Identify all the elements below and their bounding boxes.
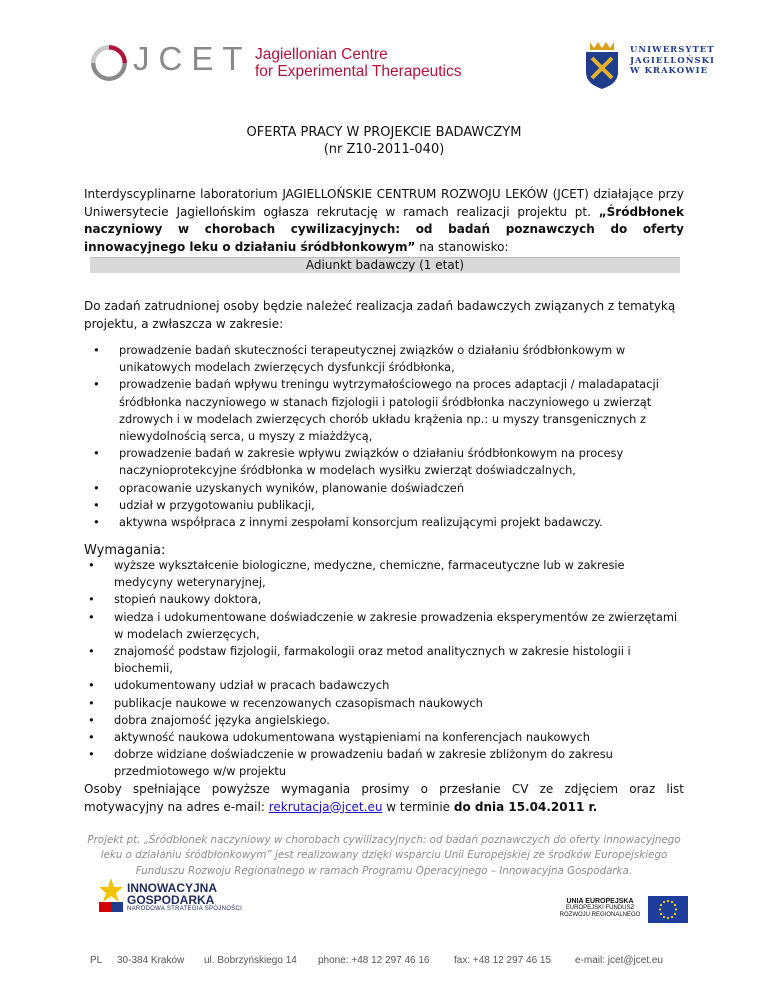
requirements-list [88,557,684,781]
application-paragraph [84,781,684,816]
list-item: • dobra znajomość języka angielskiego. [88,712,330,727]
contact-fax: fax: +48 12 297 46 15 [454,955,552,966]
duty-text: prowadzenie badań w zakresie wpływu związków o działaniu śródbłonkowym na procesy naczynioprotekcyjne śródbłonka w modelach wysiłku zwierząt doświadczalnych, [119,446,624,478]
intro-suffix: na stanowisko: [415,239,509,254]
offer-title: OFERTA PRACY W PROJEKCIE BADAWCZYM [246,125,522,140]
requirement-text: aktywność naukowa udokumentowana wystąpieniami na konferencjach naukowych [114,730,590,745]
intro-paragraph [84,186,684,256]
list-item: • udział w przygotowaniu publikacji, [93,497,315,512]
duty-text: prowadzenie badań wpływu treningu wytrzymałościowego na proces adaptacji / maladapatacji śródbłonka naczyniowego w stanach fizjologii i patologii śródbłonka naczyniowego u zwierząt zdrowych i w modelach zwierzęcych chorób układu krążenia np.: u myszy transgenicznych z niewydolnością serca, u myszy z miażdżycą, [119,377,659,444]
requirement-text: wyższe wykształcenie biologiczne, medyczne, chemiczne, farmaceutyczne lub w zakresie medycyny weterynaryjnej, [114,558,625,590]
apply-text: Osoby spełniające powyższe wymagania prosimy o przesłanie CV ze zdjęciem oraz list motywacyjny na adres e-mail: [84,782,684,814]
eu-text [555,898,645,919]
requirements-heading: Wymagania: [84,543,166,558]
requirement-text: wiedza i udokumentowane doświadczenie w zakresie prowadzenia eksperymentów ze zwierzętami w modelach zwierzęcych, [114,609,678,641]
list-item: • wyższe wykształcenie biologiczne, medyczne, chemiczne, farmaceutyczne lub w zakresie medycyny weterynaryjnej, [88,558,625,590]
duty-text: aktywna współpraca z innymi zespołami konsorcjum realizującymi projekt badawczy. [119,515,603,530]
intro-text: Interdyscyplinarne laboratorium JAGIELLOŃSKIE CENTRUM ROZWOJU LEKÓW (JCET) działające przy Uniwersytecie Jagiellońskim ogłasza rekrutację w ramach realizacji projektu pt. [84,187,684,219]
duty-text: udział w przygotowaniu publikacji, [119,497,315,512]
duties-list [93,342,679,531]
ue-line2: EUROPEJSKI FUNDUSZ [565,905,635,911]
ig-line2: GOSPODARKA [127,893,215,907]
jcet-subtitle-line2: for Experimental Therapeutics [255,63,462,80]
requirement-text: stopień naukowy doktora, [114,592,262,607]
position-bar [90,257,680,273]
list-item: • prowadzenie badań skuteczności terapeutycznej związków o działaniu śródbłonkowym w unikatowych modelach zwierzęcych dysfunkcji śródbłonka, [93,343,626,375]
list-item: • prowadzenie badań wpływu treningu wytrzymałościowego na proces adaptacji / maladapatacji śródbłonka naczyniowego w stanach fizjologii i patologii śródbłonka naczyniowego u zwierząt zdrowych i w modelach zwierzęcych chorób układu krążenia np.: u myszy transgenicznych z niewydolnością serca, u myszy z miażdżycą, [93,377,659,444]
uj-name-line1: UNIWERSYTET [630,45,715,55]
innowacyjna-gospodarka-text [127,882,242,912]
list-item: • udokumentowany udział w pracach badawczych [88,678,390,693]
deadline: do dnia 15.04.2011 r. [453,799,598,814]
innowacyjna-gospodarka-logo-icon [97,878,125,912]
list-item: • prowadzenie badań w zakresie wpływu związków o działaniu śródbłonkowym na procesy naczynioprotekcyjne śródbłonka w modelach wysiłku zwierząt doświadczalnych, [93,446,624,478]
jcet-logo-mark [88,42,130,84]
position-title: Adiunkt badawczy (1 etat) [305,258,465,272]
eu-flag-icon [648,896,688,923]
duty-text: prowadzenie badań skuteczności terapeutycznej związków o działaniu śródbłonkowym w unikatowych modelach zwierzęcych dysfunkcji śródbłonka, [119,343,626,375]
requirement-text: udokumentowany udział w pracach badawczych [114,678,390,693]
ig-line1: INNOWACYJNA [127,881,218,895]
list-item: • wiedza i udokumentowane doświadczenie w zakresie prowadzenia eksperymentów ze zwierzętami w modelach zwierzęcych, [88,609,678,641]
offer-number: (nr Z10-2011-040) [323,142,445,157]
list-item: • aktywna współpraca z innymi zespołami konsorcjum realizującymi projekt badawczy. [93,515,603,530]
funding-note: Projekt pt. „Śródbłonek naczyniowy w chorobach cywilizacyjnych: od badań poznawczych do oferty innowacyjnego leku o działaniu śródbłonkowym” jest realizowany dzięki wsparciu Unii Europejskiej ze środków Europejskiego Funduszu Rozwoju Regionalnego w ramach Programu Operacyjnego – Innowacyjna Gospodarka. [87,834,681,877]
ig-line3: NARODOWA STRATEGIA SPÓJNOŚCI [127,906,243,912]
apply-middle: w terminie [382,799,454,814]
email-link[interactable]: rekrutacja@jcet.eu [268,799,383,814]
list-item: • opracowanie uzyskanych wyników, planowanie doświadczeń [93,480,465,495]
requirement-text: dobra znajomość języka angielskiego. [114,712,330,727]
requirement-text: publikacje naukowe w recenzowanych czasopismach naukowych [114,695,483,710]
ue-line1: UNIA EUROPEJSKA [566,898,634,905]
contact-postal: 30-384 Kraków [117,955,185,966]
jcet-logo-text: JCET [133,40,252,77]
jcet-subtitle [255,46,461,80]
uj-name-line2: JAGIELLOŃSKI [630,55,715,66]
contact-phone: phone: +48 12 297 46 16 [318,955,430,966]
uj-name [630,45,715,77]
project-title: „Śródbłonek naczyniowy w chorobach cywilizacyjnych: od badań poznawczych do oferty innowacyjnego leku o działaniu śródbłonkowym” [84,204,684,254]
ue-line3: ROZWOJU REGIONALNEGO [559,912,641,918]
contact-street: ul. Bobrzyńskiego 14 [204,955,297,966]
duties-intro: Do zadań zatrudnionej osoby będzie należeć realizacja zadań badawczych związanych z tematyką projektu, a zwłaszcza w zakresie: [84,299,676,331]
list-item: • znajomość podstaw fizjologii, farmakologii oraz metod analitycznych w zakresie histologii i biochemii, [88,644,631,676]
contact-email[interactable]: e-mail: jcet@jcet.eu [575,955,663,966]
contact-country: PL [90,955,103,966]
requirement-text: dobrze widziane doświadczenie w prowadzeniu badań w zakresie zbliżonym do zakresu przedmiotowego w/w projektu [114,747,613,779]
requirement-text: znajomość podstaw fizjologii, farmakologii oraz metod analitycznych w zakresie histologii i biochemii, [114,644,631,676]
jcet-subtitle-line1: Jagiellonian Centre [255,46,388,63]
duty-text: opracowanie uzyskanych wyników, planowanie doświadczeń [119,480,465,495]
list-item: • dobrze widziane doświadczenie w prowadzeniu badań w zakresie zbliżonym do zakresu przedmiotowego w/w projektu [88,747,613,779]
list-item: • aktywność naukowa udokumentowana wystąpieniami na konferencjach naukowych [88,730,590,745]
list-item: • publikacje naukowe w recenzowanych czasopismach naukowych [88,695,483,710]
list-item: • stopień naukowy doktora, [88,592,262,607]
uj-crest-icon [582,38,622,90]
uj-name-line3: W KRAKOWIE [630,66,709,76]
